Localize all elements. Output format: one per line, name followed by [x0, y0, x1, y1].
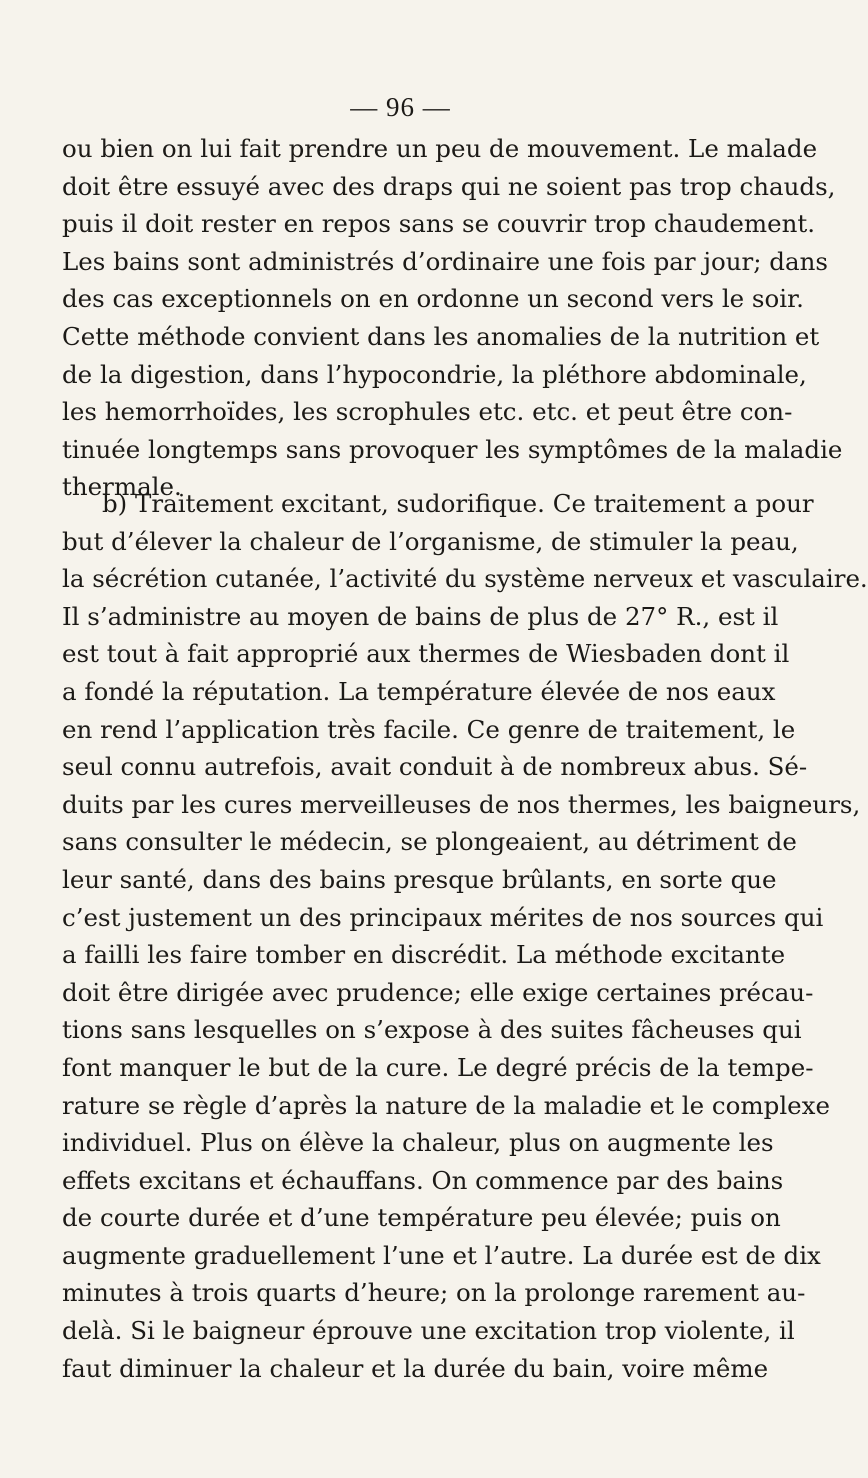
text-line: Cette méthode convient dans les anomalies de la nutrition et	[62, 321, 820, 351]
text-line: minutes à trois quarts d’heure; on la prolonge rarement au-	[62, 1278, 806, 1308]
text-line: seul connu autrefois, avait conduit à de nombreux abus. Sé-	[62, 752, 808, 782]
text-line: Il s’administre au moyen de bains de plus de 27° R., est il	[62, 601, 779, 631]
text-line: font manquer le but de la cure. Le degré précis de la tempe-	[62, 1052, 814, 1082]
text-line: a failli les faire tomber en discrédit. La méthode excitante	[62, 940, 786, 970]
text-line: a fondé la réputation. La température élevée de nos eaux	[62, 676, 776, 706]
text-line: c’est justement un des principaux mérites de nos sources qui	[62, 902, 824, 932]
text-line: doit être essuyé avec des draps qui ne soient pas trop chauds,	[62, 171, 836, 201]
text-line: faut diminuer la chaleur et la durée du bain, voire même	[62, 1353, 769, 1383]
paragraph-2	[62, 485, 868, 1387]
text-line: des cas exceptionnels on en ordonne un second vers le soir.	[62, 284, 804, 314]
text-line: sans consulter le médecin, se plongeaient, au détriment de	[62, 827, 797, 857]
text-line: but d’élever la chaleur de l’organisme, de stimuler la peau,	[62, 526, 799, 556]
text-line: doit être dirigée avec prudence; elle exige certaines précau-	[62, 977, 814, 1007]
paragraph-1	[62, 130, 843, 506]
text-line: ou bien on lui fait prendre un peu de mouvement. Le malade	[62, 134, 818, 163]
text-line: en rend l’application très facile. Ce genre de traitement, le	[62, 714, 796, 744]
text-line: augmente graduellement l’une et l’autre. La durée est de dix	[62, 1240, 821, 1270]
text-line: effets excitans et échauffans. On commence par des bains	[62, 1165, 784, 1195]
text-line: Les bains sont administrés d’ordinaire une fois par jour; dans	[62, 246, 828, 276]
text-line: tinuée longtemps sans provoquer les symptômes de la maladie	[62, 434, 843, 464]
text-line: de courte durée et d’une température peu élevée; puis on	[62, 1203, 781, 1233]
text-line: les hemorrhoïdes, les scrophules etc. etc. et peut être con-	[62, 397, 793, 427]
text-line: la sécrétion cutanée, l’activité du système nerveux et vasculaire.	[62, 564, 868, 594]
page-number: — 96 —	[350, 92, 451, 122]
text-line: thermale.	[62, 472, 182, 502]
text-line: leur santé, dans des bains presque brûlants, en sorte que	[62, 864, 777, 894]
text-line: de la digestion, dans l’hypocondrie, la pléthore abdominale,	[62, 359, 807, 389]
text-line: delà. Si le baigneur éprouve une excitation trop violente, il	[62, 1316, 795, 1346]
text-line: puis il doit rester en repos sans se couvrir trop chaudement.	[62, 209, 816, 239]
text-line: individuel. Plus on élève la chaleur, plus on augmente les	[62, 1128, 774, 1158]
text-line: duits par les cures merveilleuses de nos thermes, les baigneurs,	[62, 789, 861, 819]
text-line: b) Traitement excitant, sudorifique. Ce traitement a pour	[102, 489, 814, 518]
text-line: est tout à fait approprié aux thermes de Wiesbaden dont il	[62, 639, 790, 669]
text-line: tions sans lesquelles on s’expose à des suites fâcheuses qui	[62, 1015, 802, 1045]
text-line: rature se règle d’après la nature de la maladie et le complexe	[62, 1090, 830, 1120]
